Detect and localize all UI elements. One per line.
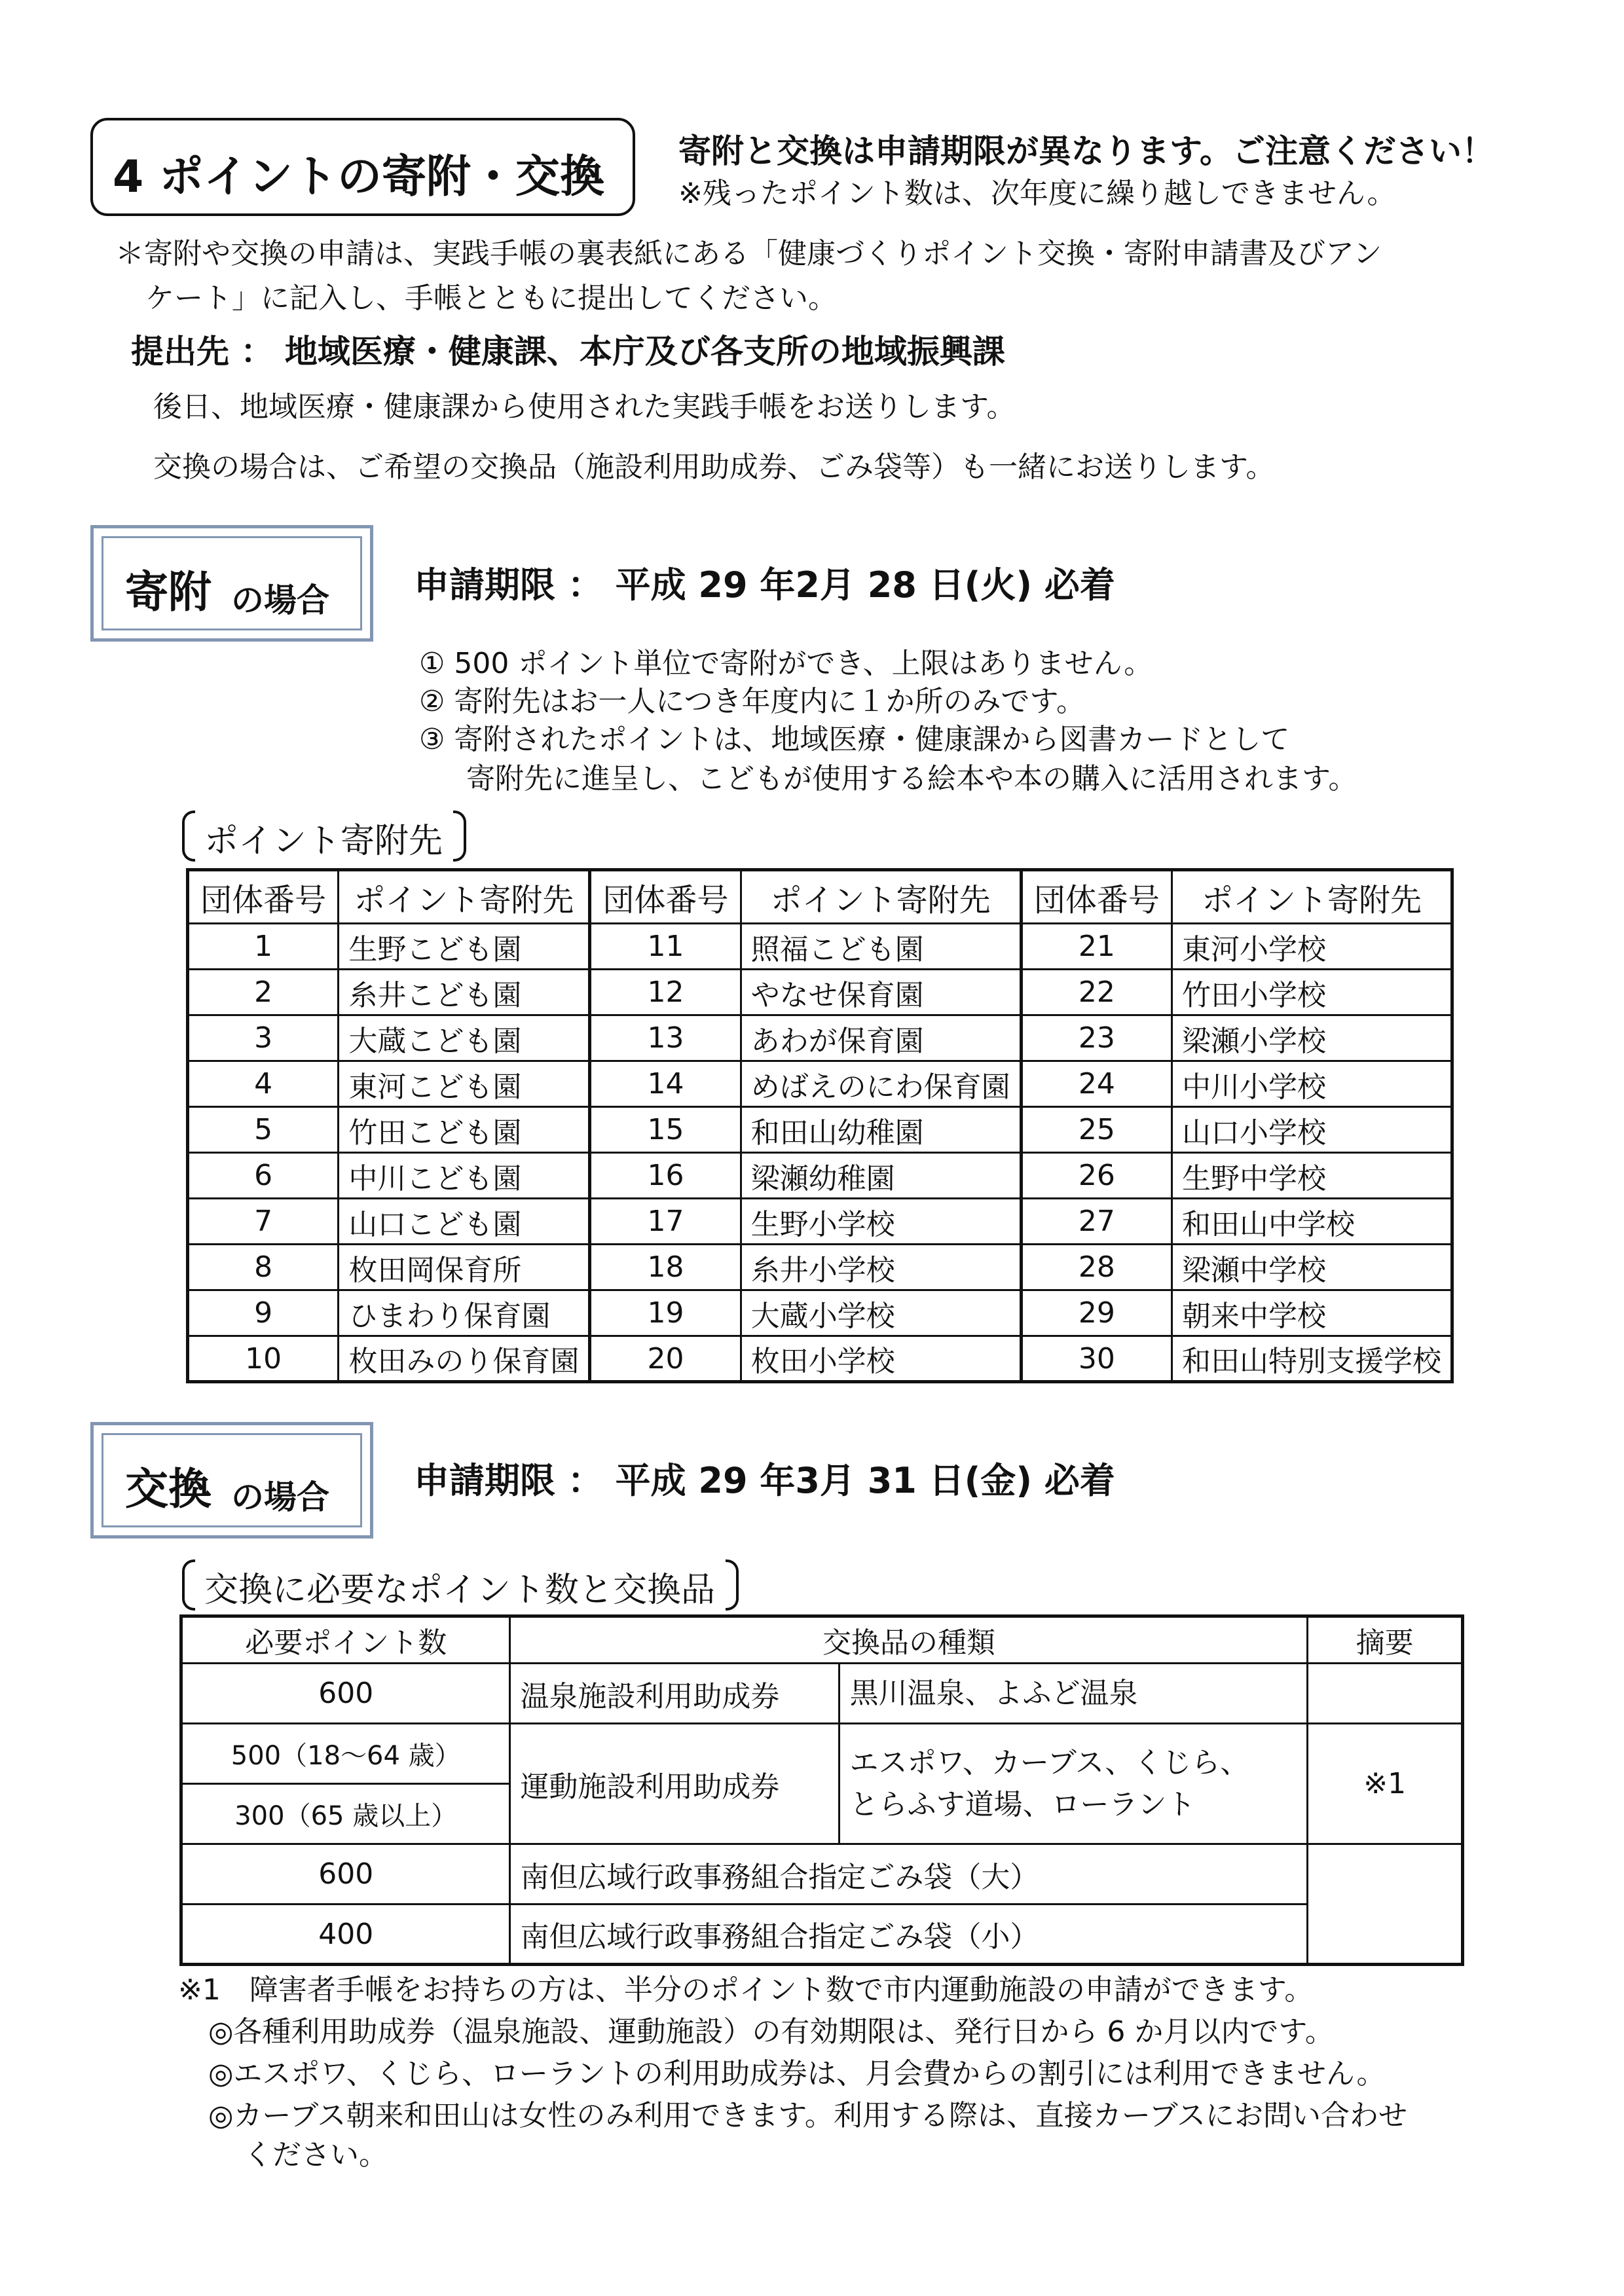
exchange-note: 交換の場合は、ご希望の交換品（施設利用助成券、ごみ袋等）も一緒にお送りします。 <box>153 450 1275 484</box>
group-name-cell: 和田山特別支援学校 <box>1172 1336 1452 1382</box>
group-name-cell: 生野こども園 <box>339 924 590 970</box>
table-row <box>188 1061 1452 1107</box>
note-3: ◎エスポワ、くじら、ローラントの利用助成券は、月会費からの割引には利用できません。 <box>208 2057 1386 2090</box>
intro-line1: ＊寄附や交換の申請は、実践手帳の裏表紙にある「健康づくりポイント交換・寄附申請書及びアン <box>115 237 1382 270</box>
group-number-cell: 14 <box>590 1061 741 1107</box>
donation-rule-3-cont: 寄附先に進呈し、こどもが使用する絵本や本の購入に活用されます。 <box>466 762 1357 795</box>
r4-points: 600 <box>181 1844 510 1904</box>
head-num-2: 団体番号 <box>590 870 741 924</box>
donation-rule-1: ① 500 ポイント単位で寄附ができ、上限はありません。 <box>419 647 1153 680</box>
r1-points: 600 <box>181 1664 510 1724</box>
r1-note <box>1308 1664 1463 1724</box>
group-number-cell: 22 <box>1021 970 1172 1015</box>
group-name-cell: 中川こども園 <box>339 1153 590 1199</box>
group-name-cell: 和田山中学校 <box>1172 1199 1452 1245</box>
donation-caption <box>204 813 443 862</box>
group-number-cell: 9 <box>188 1290 339 1336</box>
exchange-caption-text: 交換に必要なポイント数と交換品 <box>204 1571 716 1610</box>
group-number-cell: 17 <box>590 1199 741 1245</box>
section-heading-box <box>90 118 635 216</box>
group-name-cell: 照福こども園 <box>741 924 1021 970</box>
group-name-cell: 中川小学校 <box>1172 1061 1452 1107</box>
donation-label-big: 寄附 <box>125 567 212 617</box>
group-number-cell: 6 <box>188 1153 339 1199</box>
group-name-cell: あわが保育園 <box>741 1015 1021 1061</box>
group-number-cell: 13 <box>590 1015 741 1061</box>
group-name-cell: やなせ保育園 <box>741 970 1021 1015</box>
exchange-table <box>179 1614 1464 1966</box>
r5-points: 400 <box>181 1904 510 1965</box>
head-num-3: 団体番号 <box>1021 870 1172 924</box>
return-note: 後日、地域医療・健康課から使用された実践手帳をお送りします。 <box>153 390 1016 424</box>
r23-detail-line2: とらふす道場、ローラント <box>849 1787 1196 1821</box>
group-number-cell: 18 <box>590 1245 741 1290</box>
group-number-cell: 16 <box>590 1153 741 1199</box>
group-number-cell: 29 <box>1021 1290 1172 1336</box>
group-number-cell: 30 <box>1021 1336 1172 1382</box>
r23-type: 運動施設利用助成券 <box>510 1724 840 1844</box>
group-number-cell: 4 <box>188 1061 339 1107</box>
group-number-cell: 26 <box>1021 1153 1172 1199</box>
head-name-2: ポイント寄附先 <box>741 870 1021 924</box>
donation-deadline: 申請期限 ： 平成 29 年2月 28 日(火) 必着 <box>414 564 1115 606</box>
table-row <box>188 1245 1452 1290</box>
head-name-3: ポイント寄附先 <box>1172 870 1452 924</box>
group-name-cell: 枚田小学校 <box>741 1336 1021 1382</box>
notice-note: ※残ったポイント数は、次年度に繰り越しできません。 <box>678 177 1396 210</box>
group-number-cell: 10 <box>188 1336 339 1382</box>
group-number-cell: 12 <box>590 970 741 1015</box>
table-row <box>188 1153 1452 1199</box>
group-number-cell: 1 <box>188 924 339 970</box>
group-number-cell: 8 <box>188 1245 339 1290</box>
donation-rule-3: ③ 寄附されたポイントは、地域医療・健康課から図書カードとして <box>419 723 1290 756</box>
group-name-cell: 生野中学校 <box>1172 1153 1452 1199</box>
table-row <box>188 1336 1452 1382</box>
r23-detail-line1: エスポワ、カーブス、くじら、 <box>849 1745 1249 1779</box>
group-number-cell: 21 <box>1021 924 1172 970</box>
group-name-cell: ひまわり保育園 <box>339 1290 590 1336</box>
note-1: ※1 障害者手帳をお持ちの方は、半分のポイント数で市内運動施設の申請ができます。 <box>178 1973 1314 2007</box>
group-name-cell: 枚田岡保育所 <box>339 1245 590 1290</box>
group-name-cell: 和田山幼稚園 <box>741 1107 1021 1153</box>
group-number-cell: 24 <box>1021 1061 1172 1107</box>
table-row <box>181 1844 1463 1904</box>
group-name-cell: 生野小学校 <box>741 1199 1021 1245</box>
head-points: 必要ポイント数 <box>181 1616 510 1664</box>
group-name-cell: 竹田小学校 <box>1172 970 1452 1015</box>
group-number-cell: 23 <box>1021 1015 1172 1061</box>
group-name-cell: 梁瀬中学校 <box>1172 1245 1452 1290</box>
group-number-cell: 11 <box>590 924 741 970</box>
group-name-cell: 竹田こども園 <box>339 1107 590 1153</box>
donation-label-small: の場合 <box>231 581 329 619</box>
group-name-cell: 山口こども園 <box>339 1199 590 1245</box>
note-2: ◎各種利用助成券（温泉施設、運動施設）の有効期限は、発行日から 6 か月以内です。 <box>208 2015 1334 2049</box>
r5-type: 南但広域行政事務組合指定ごみ袋（小） <box>510 1904 1308 1965</box>
table-row <box>188 970 1452 1015</box>
r45-note <box>1308 1844 1463 1965</box>
group-number-cell: 15 <box>590 1107 741 1153</box>
group-number-cell: 25 <box>1021 1107 1172 1153</box>
donation-rule-2: ② 寄附先はお一人につき年度内に１か所のみです。 <box>419 685 1086 718</box>
group-name-cell: 梁瀬幼稚園 <box>741 1153 1021 1199</box>
note-4-cont: ください。 <box>244 2138 388 2172</box>
head-name-1: ポイント寄附先 <box>339 870 590 924</box>
group-number-cell: 27 <box>1021 1199 1172 1245</box>
exchange-label-big: 交換 <box>125 1464 212 1514</box>
r4-type: 南但広域行政事務組合指定ごみ袋（大） <box>510 1844 1308 1904</box>
group-name-cell: 糸井小学校 <box>741 1245 1021 1290</box>
group-name-cell: 山口小学校 <box>1172 1107 1452 1153</box>
notice-bold: 寄附と交換は申請期限が異なります。ご注意ください！ <box>678 132 1494 170</box>
submit-to: 提出先 ： 地域医療・健康課、本庁及び各支所の地域振興課 <box>131 333 1005 371</box>
exchange-deadline: 申請期限 ： 平成 29 年3月 31 日(金) 必着 <box>414 1460 1115 1501</box>
table-row <box>181 1664 1463 1724</box>
group-name-cell: 大蔵こども園 <box>339 1015 590 1061</box>
table-header-row <box>181 1616 1463 1664</box>
section-title: 4 ポイントの寄附・交換 <box>113 151 604 203</box>
group-name-cell: 朝来中学校 <box>1172 1290 1452 1336</box>
donation-label-box <box>90 525 373 642</box>
table-row <box>181 1724 1463 1784</box>
group-number-cell: 19 <box>590 1290 741 1336</box>
group-name-cell: めばえのにわ保育園 <box>741 1061 1021 1107</box>
group-number-cell: 20 <box>590 1336 741 1382</box>
group-number-cell: 5 <box>188 1107 339 1153</box>
table-row <box>181 1904 1463 1965</box>
donation-caption-text: ポイント寄附先 <box>204 822 443 861</box>
group-name-cell: 枚田みのり保育園 <box>339 1336 590 1382</box>
head-note: 摘要 <box>1308 1616 1463 1664</box>
exchange-label-box <box>90 1422 373 1539</box>
intro-line2: ケート」に記入し、手帳とともに提出してください。 <box>145 282 837 315</box>
group-name-cell: 梁瀬小学校 <box>1172 1015 1452 1061</box>
r3-points: 300（65 歳以上） <box>181 1784 510 1844</box>
group-number-cell: 7 <box>188 1199 339 1245</box>
r1-detail: 黒川温泉、よふど温泉 <box>840 1664 1308 1724</box>
r1-type: 温泉施設利用助成券 <box>510 1664 840 1724</box>
table-row <box>188 924 1452 970</box>
exchange-label-small: の場合 <box>231 1478 329 1516</box>
group-name-cell: 東河こども園 <box>339 1061 590 1107</box>
note-4: ◎カーブス朝来和田山は女性のみ利用できます。利用する際は、直接カーブスにお問い合わせ <box>208 2099 1407 2132</box>
group-name-cell: 大蔵小学校 <box>741 1290 1021 1336</box>
group-number-cell: 2 <box>188 970 339 1015</box>
table-row <box>188 1199 1452 1245</box>
group-number-cell: 3 <box>188 1015 339 1061</box>
table-header-row <box>188 870 1452 924</box>
table-row <box>188 1015 1452 1061</box>
head-num-1: 団体番号 <box>188 870 339 924</box>
r23-detail <box>840 1724 1308 1844</box>
r2-points: 500（18～64 歳） <box>181 1724 510 1784</box>
table-row <box>188 1107 1452 1153</box>
table-row <box>188 1290 1452 1336</box>
head-type: 交換品の種類 <box>510 1616 1308 1664</box>
group-name-cell: 東河小学校 <box>1172 924 1452 970</box>
group-name-cell: 糸井こども園 <box>339 970 590 1015</box>
group-number-cell: 28 <box>1021 1245 1172 1290</box>
exchange-caption <box>204 1562 715 1611</box>
donation-table <box>186 868 1454 1383</box>
r23-note: ※1 <box>1308 1724 1463 1844</box>
